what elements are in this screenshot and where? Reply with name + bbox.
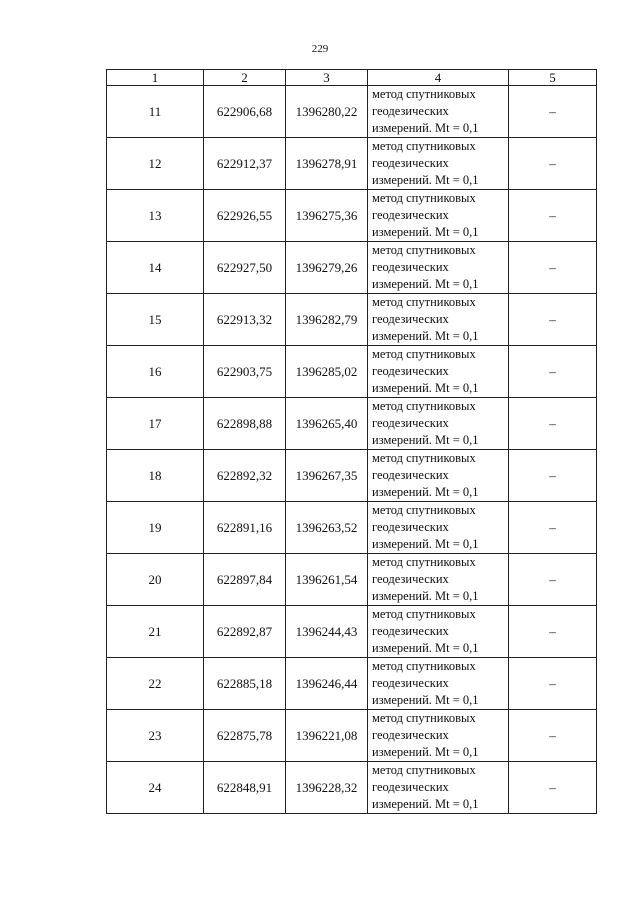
method-cell <box>368 450 509 502</box>
note-cell: – <box>509 242 597 294</box>
y-coordinate-cell: 1396282,79 <box>286 294 368 346</box>
method-text-line: измерений. Mt = 0,1 <box>372 589 479 603</box>
coordinates-table <box>106 69 597 814</box>
point-number-cell: 17 <box>107 398 204 450</box>
x-coordinate-cell: 622875,78 <box>204 710 286 762</box>
method-text-line: метод спутниковых <box>372 139 476 153</box>
method-text-line: метод спутниковых <box>372 711 476 725</box>
point-number-cell: 16 <box>107 346 204 398</box>
table-header-row <box>107 70 597 86</box>
note-cell: – <box>509 138 597 190</box>
y-coordinate-cell: 1396267,35 <box>286 450 368 502</box>
method-cell <box>368 242 509 294</box>
method-text-line: геодезических <box>372 572 449 586</box>
y-coordinate-cell: 1396263,52 <box>286 502 368 554</box>
table-row <box>107 346 597 398</box>
table-row <box>107 710 597 762</box>
method-text-line: измерений. Mt = 0,1 <box>372 745 479 759</box>
table-row <box>107 502 597 554</box>
point-number-cell: 13 <box>107 190 204 242</box>
method-cell <box>368 398 509 450</box>
method-text-line: геодезических <box>372 676 449 690</box>
point-number-cell: 14 <box>107 242 204 294</box>
y-coordinate-cell: 1396228,32 <box>286 762 368 814</box>
point-number-cell: 12 <box>107 138 204 190</box>
method-cell <box>368 190 509 242</box>
method-text-line: метод спутниковых <box>372 503 476 517</box>
x-coordinate-cell: 622891,16 <box>204 502 286 554</box>
method-text-line: метод спутниковых <box>372 87 476 101</box>
table-row <box>107 294 597 346</box>
method-text-line: измерений. Mt = 0,1 <box>372 277 479 291</box>
method-text-line: измерений. Mt = 0,1 <box>372 433 479 447</box>
method-text-line: геодезических <box>372 728 449 742</box>
table-row <box>107 398 597 450</box>
method-cell <box>368 86 509 138</box>
x-coordinate-cell: 622848,91 <box>204 762 286 814</box>
table-row <box>107 138 597 190</box>
y-coordinate-cell: 1396265,40 <box>286 398 368 450</box>
note-cell: – <box>509 190 597 242</box>
method-cell <box>368 658 509 710</box>
header-cell: 2 <box>204 70 286 86</box>
note-cell: – <box>509 554 597 606</box>
x-coordinate-cell: 622892,87 <box>204 606 286 658</box>
x-coordinate-cell: 622897,84 <box>204 554 286 606</box>
method-text-line: геодезических <box>372 312 449 326</box>
header-cell: 1 <box>107 70 204 86</box>
method-text-line: геодезических <box>372 208 449 222</box>
y-coordinate-cell: 1396280,22 <box>286 86 368 138</box>
x-coordinate-cell: 622912,37 <box>204 138 286 190</box>
method-text-line: измерений. Mt = 0,1 <box>372 225 479 239</box>
method-text-line: измерений. Mt = 0,1 <box>372 641 479 655</box>
y-coordinate-cell: 1396221,08 <box>286 710 368 762</box>
method-text-line: измерений. Mt = 0,1 <box>372 121 479 135</box>
method-text-line: геодезических <box>372 416 449 430</box>
table-row <box>107 450 597 502</box>
note-cell: – <box>509 398 597 450</box>
y-coordinate-cell: 1396279,26 <box>286 242 368 294</box>
point-number-cell: 20 <box>107 554 204 606</box>
point-number-cell: 11 <box>107 86 204 138</box>
table-row <box>107 554 597 606</box>
x-coordinate-cell: 622906,68 <box>204 86 286 138</box>
table-row <box>107 606 597 658</box>
y-coordinate-cell: 1396278,91 <box>286 138 368 190</box>
method-text-line: метод спутниковых <box>372 347 476 361</box>
table-row <box>107 242 597 294</box>
method-text-line: геодезических <box>372 156 449 170</box>
method-text-line: метод спутниковых <box>372 451 476 465</box>
x-coordinate-cell: 622926,55 <box>204 190 286 242</box>
y-coordinate-cell: 1396285,02 <box>286 346 368 398</box>
point-number-cell: 18 <box>107 450 204 502</box>
method-text-line: метод спутниковых <box>372 191 476 205</box>
table-body <box>107 70 597 814</box>
method-text-line: метод спутниковых <box>372 607 476 621</box>
point-number-cell: 23 <box>107 710 204 762</box>
method-text-line: геодезических <box>372 468 449 482</box>
method-cell <box>368 762 509 814</box>
method-text-line: геодезических <box>372 260 449 274</box>
note-cell: – <box>509 762 597 814</box>
table-row <box>107 658 597 710</box>
method-text-line: геодезических <box>372 780 449 794</box>
y-coordinate-cell: 1396275,36 <box>286 190 368 242</box>
header-cell: 4 <box>368 70 509 86</box>
point-number-cell: 24 <box>107 762 204 814</box>
method-text-line: геодезических <box>372 104 449 118</box>
method-text-line: измерений. Mt = 0,1 <box>372 329 479 343</box>
method-text-line: измерений. Mt = 0,1 <box>372 537 479 551</box>
table-row <box>107 86 597 138</box>
note-cell: – <box>509 710 597 762</box>
method-text-line: измерений. Mt = 0,1 <box>372 173 479 187</box>
method-text-line: геодезических <box>372 624 449 638</box>
x-coordinate-cell: 622913,32 <box>204 294 286 346</box>
note-cell: – <box>509 502 597 554</box>
point-number-cell: 15 <box>107 294 204 346</box>
method-text-line: метод спутниковых <box>372 659 476 673</box>
point-number-cell: 19 <box>107 502 204 554</box>
method-text-line: измерений. Mt = 0,1 <box>372 381 479 395</box>
y-coordinate-cell: 1396261,54 <box>286 554 368 606</box>
method-text-line: измерений. Mt = 0,1 <box>372 797 479 811</box>
method-cell <box>368 502 509 554</box>
method-text-line: метод спутниковых <box>372 243 476 257</box>
note-cell: – <box>509 606 597 658</box>
note-cell: – <box>509 450 597 502</box>
table-row <box>107 190 597 242</box>
header-cell: 5 <box>509 70 597 86</box>
method-text-line: метод спутниковых <box>372 399 476 413</box>
method-text-line: измерений. Mt = 0,1 <box>372 485 479 499</box>
method-cell <box>368 346 509 398</box>
x-coordinate-cell: 622903,75 <box>204 346 286 398</box>
method-cell <box>368 710 509 762</box>
point-number-cell: 21 <box>107 606 204 658</box>
header-cell: 3 <box>286 70 368 86</box>
method-text-line: метод спутниковых <box>372 295 476 309</box>
note-cell: – <box>509 86 597 138</box>
method-text-line: измерений. Mt = 0,1 <box>372 693 479 707</box>
method-text-line: метод спутниковых <box>372 763 476 777</box>
method-cell <box>368 294 509 346</box>
page-number: 229 <box>311 43 329 55</box>
x-coordinate-cell: 622898,88 <box>204 398 286 450</box>
method-text-line: геодезических <box>372 520 449 534</box>
y-coordinate-cell: 1396246,44 <box>286 658 368 710</box>
method-cell <box>368 606 509 658</box>
table-row <box>107 762 597 814</box>
method-text-line: метод спутниковых <box>372 555 476 569</box>
y-coordinate-cell: 1396244,43 <box>286 606 368 658</box>
method-text-line: геодезических <box>372 364 449 378</box>
x-coordinate-cell: 622885,18 <box>204 658 286 710</box>
method-cell <box>368 554 509 606</box>
x-coordinate-cell: 622892,32 <box>204 450 286 502</box>
x-coordinate-cell: 622927,50 <box>204 242 286 294</box>
method-cell <box>368 138 509 190</box>
note-cell: – <box>509 346 597 398</box>
note-cell: – <box>509 658 597 710</box>
point-number-cell: 22 <box>107 658 204 710</box>
note-cell: – <box>509 294 597 346</box>
